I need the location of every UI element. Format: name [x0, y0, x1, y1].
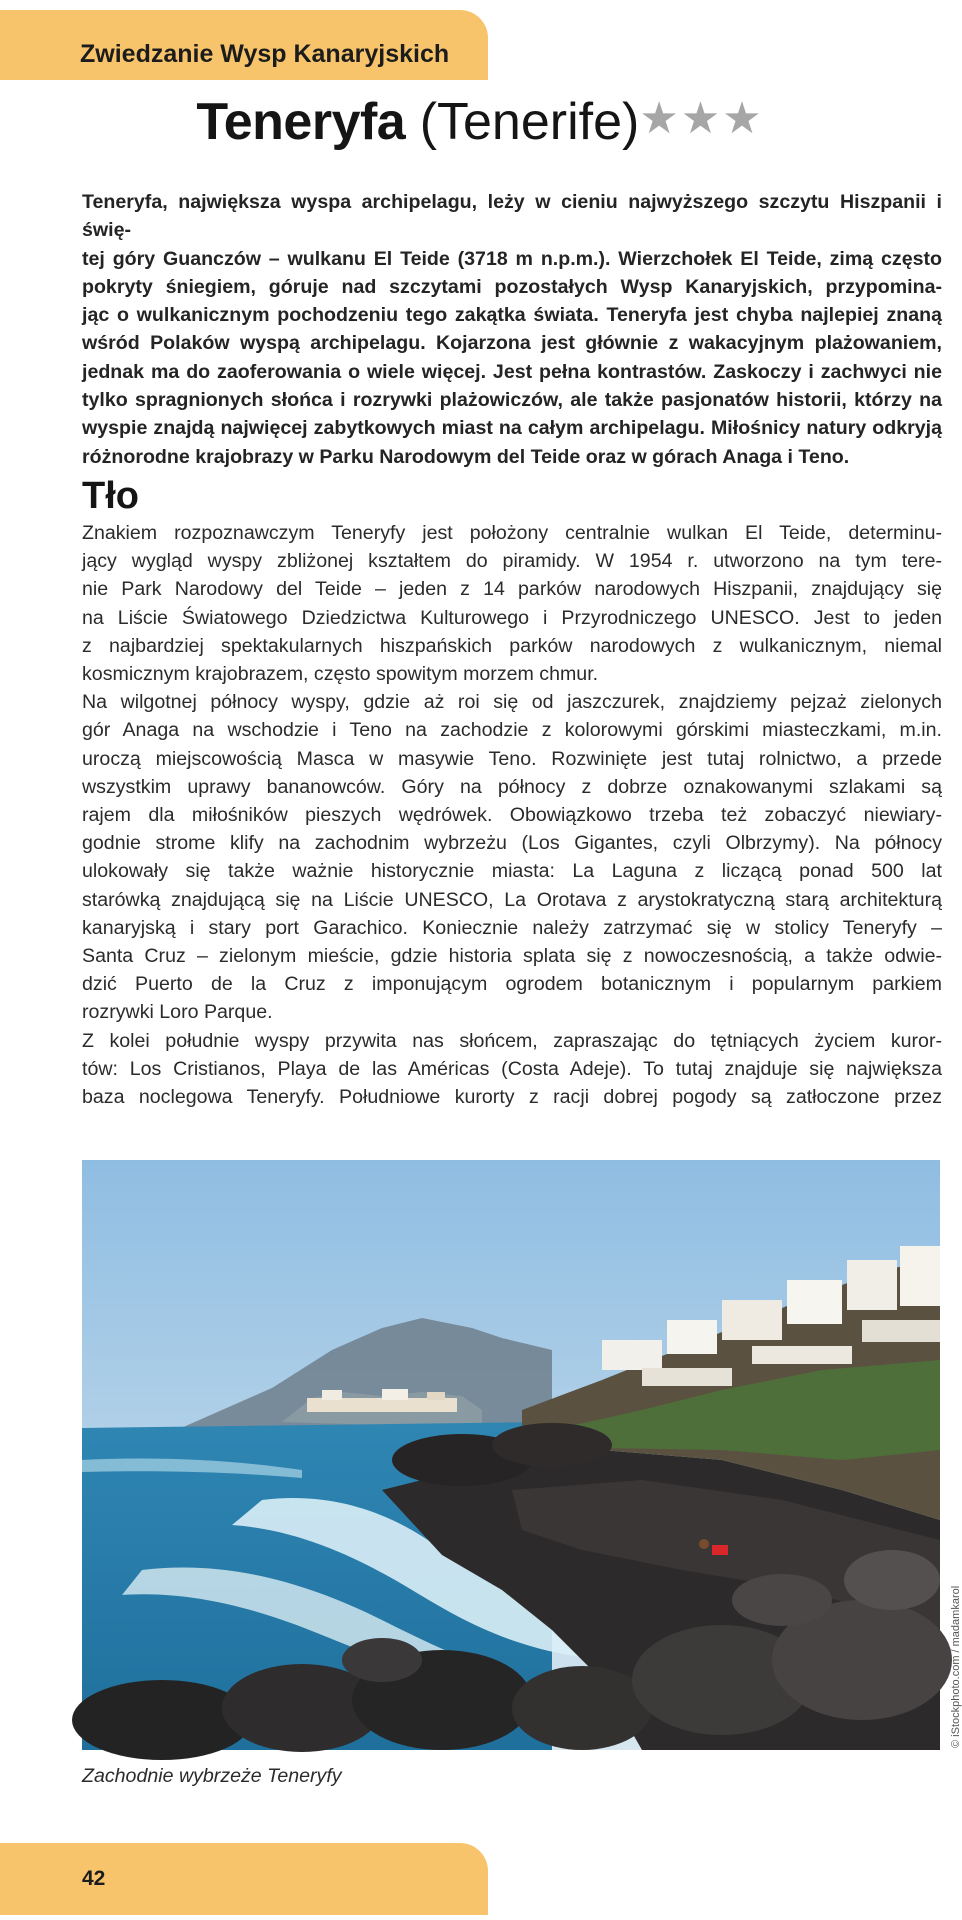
body-line: dzić Puerto de la Cruz z imponującym ogrodem botanicznym i popularnym parkiem — [82, 973, 942, 996]
body-line: na Liście Światowego Dziedzictwa Kulturowego i Przyrodniczego UNESCO. Jest to jeden — [82, 606, 942, 629]
body-line: baza noclegowa Teneryfy. Południowe kurorty z racji dobrej pogody są zatłoczone przez — [82, 1086, 942, 1109]
body-line: rajem dla miłośników pieszych wędrówek. Obowiązkowo trzeba też zobaczyć niewiary- — [82, 804, 942, 827]
intro-line: tylko spragnionych słońca i rozrywki plażowiczów, ale także pasjonatów historii, którzy na — [82, 389, 942, 412]
body-line: gór Anaga na wschodzie i Teno na zachodzie z kolorowymi górskimi miasteczkami, m.in. — [82, 719, 942, 742]
body-line: uroczą miejscowością Masca w masywie Teno. Rozwinięte jest tutaj rolnictwo, a przede — [82, 747, 942, 770]
body-line: kanaryjską i stary port Garachico. Koniecznie należy zatrzymać się w stolicy Teneryfy – — [82, 916, 942, 939]
page-title — [0, 92, 960, 152]
body-line: kosmicznym krajobrazem, często spowitym morzem chmur. — [82, 663, 599, 686]
body-paragraphs — [82, 519, 942, 1111]
body-line: Znakiem rozpoznawczym Teneryfy jest położony centralnie wulkan El Teide, determinu- — [82, 522, 942, 544]
body-line: Z kolei południe wyspy przywita nas słońcem, zapraszając do tętniących życiem kuror- — [82, 1029, 942, 1052]
body-line: wszystkim uprawy bananowców. Góry na północy z dobrze oznakowanymi szlakami są — [82, 775, 942, 798]
intro-line: jąc o wulkanicznym pochodzeniu tego zakątka świata. Teneryfa jest chyba najlepiej znaną — [82, 304, 942, 327]
body-line: z najbardziej spektakularnych hiszpańskich parków narodowych z wulkanicznym, niemal — [82, 634, 942, 657]
intro-line: tej góry Guanczów – wulkanu El Teide (3718 m n.p.m.). Wierzchołek El Teide, zimą często — [82, 247, 942, 270]
photo-credit: © iStockphoto.com / madamkarol — [950, 1585, 962, 1748]
title-sub: (Tenerife) — [419, 93, 640, 151]
body-line: nie Park Narodowy del Teide – jeden z 14 parków narodowych Hiszpanii, znajdujący się — [82, 578, 942, 601]
body-line: ulokowały się także ważnie historycznie miasta: La Laguna z liczącą ponad 500 lat — [82, 860, 942, 883]
body-line: Na wilgotnej północy wyspy, gdzie aż roi się od jaszczurek, znajdziemy pejzaż zielonych — [82, 691, 942, 714]
intro-paragraph — [82, 188, 942, 471]
section-heading: Tło — [82, 475, 139, 517]
rating-stars-icon: ★★★ — [639, 94, 764, 143]
intro-line: wyspie znajdą najwięcej zabytkowych miast na całym archipelagu. Miłośnicy natury odkryją — [82, 417, 942, 440]
section-title: Zwiedzanie Wysp Kanaryjskich — [80, 40, 450, 68]
intro-line: pokryty śniegiem, góruje nad szczytami pozostałych Wysp Kanaryjskich, przypomina- — [82, 275, 942, 298]
title-main: Teneryfa — [196, 93, 406, 151]
body-line: Santa Cruz – zielonym mieście, gdzie historia splata się z nowoczesnością, a także odwie- — [82, 945, 942, 968]
body-line: tów: Los Cristianos, Playa de las Américas (Costa Adeje). To tutaj znajduje się największa — [82, 1057, 942, 1080]
intro-line: różnorodne krajobrazy w Parku Narodowym del Teide oraz w górach Anaga i Teno. — [82, 445, 850, 468]
page-number: 42 — [82, 1867, 106, 1890]
body-line: jący wygląd wyspy zbliżonej kształtem do piramidy. W 1954 r. utworzono na tym tere- — [82, 550, 942, 573]
body-line: godnie strome klify na zachodnim wybrzeżu (Los Gigantes, czyli Olbrzymy). Na północy — [82, 832, 942, 855]
footer-tab — [0, 1843, 488, 1915]
coast-photo — [82, 1160, 940, 1750]
body-line: rozrywki Loro Parque. — [82, 1001, 273, 1024]
body-line: starówką znajdującą się na Liście UNESCO, La Orotava z arystokratyczną starą architekturą — [82, 888, 942, 911]
intro-line: Teneryfa, największa wyspa archipelagu, leży w cieniu najwyższego szczytu Hiszpanii i świę- — [82, 191, 942, 242]
header-tab — [0, 10, 488, 80]
intro-line: wśród Polaków wyspą archipelagu. Kojarzona jest głównie z wakacyjnym plażowaniem, — [82, 332, 942, 355]
photo-caption: Zachodnie wybrzeże Teneryfy — [82, 1765, 342, 1787]
intro-line: jednak ma do zaoferowania o wiele więcej. Jest pełna kontrastów. Zaskoczy i zachwyci nie — [82, 360, 942, 383]
